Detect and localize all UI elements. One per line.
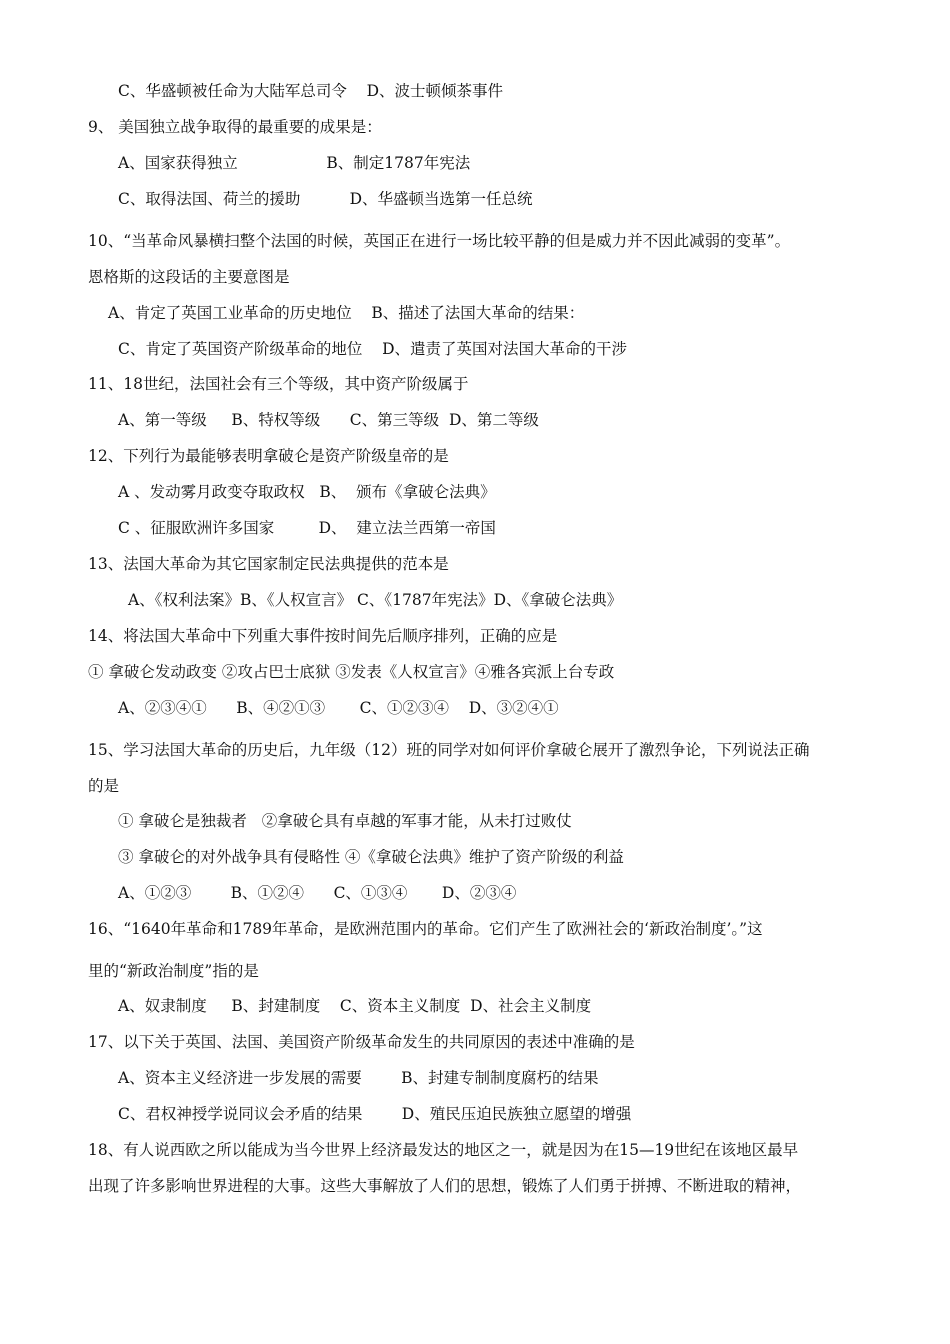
q18-stem: 18、有人说西欧之所以能成为当今世界上经济最发达的地区之一，就是因为在15—19世纪在该地区最早: [88, 1141, 799, 1159]
q9-stem: 9、 美国独立战争取得的最重要的成果是：: [88, 118, 382, 136]
q12-options-cd: C 、征服欧洲许多国家 D、 建立法兰西第一帝国: [118, 519, 496, 537]
q13-stem: 13、法国大革命为其它国家制定民法典提供的范本是: [88, 555, 449, 573]
q17-stem: 17、以下关于英国、法国、美国资产阶级革命发生的共同原因的表述中准确的是: [88, 1033, 635, 1051]
q16-options: A、奴隶制度 B、封建制度 C、资本主义制度 D、社会主义制度: [118, 997, 592, 1015]
q10-stem-cont: 恩格斯的这段话的主要意图是: [88, 268, 290, 286]
q14-options: A、②③④① B、④②①③ C、①②③④ D、③②④①: [118, 699, 559, 717]
q9-options-ab: A、国家获得独立 B、制定1787年宪法: [118, 154, 471, 172]
q8-options-cd: C、华盛顿被任命为大陆军总司令 D、波士顿倾茶事件: [118, 82, 503, 100]
q15-options: A、①②③ B、①②④ C、①③④ D、②③④: [118, 884, 517, 902]
q12-stem: 12、下列行为最能够表明拿破仑是资产阶级皇帝的是: [88, 447, 449, 465]
q13-options: A、《权利法案》B、《人权宣言》 C、《1787年宪法》D、《拿破仑法典》: [128, 591, 623, 609]
q10-options-ab: A、肯定了英国工业革命的历史地位 B、描述了法国大革命的结果：: [108, 304, 585, 322]
q10-stem: 10、“当革命风暴横扫整个法国的时候，英国正在进行一场比较平静的但是威力并不因此减弱的变革”。: [88, 232, 791, 250]
q15-statements-34: ③ 拿破仑的对外战争具有侵略性 ④《拿破仑法典》维护了资产阶级的利益: [118, 848, 624, 866]
q9-options-cd: C、取得法国、荷兰的援助 D、华盛顿当选第一任总统: [118, 190, 533, 208]
q12-options-ab: A 、发动雾月政变夺取政权 B、 颁布《拿破仑法典》: [118, 483, 496, 501]
q15-stem: 15、学习法国大革命的历史后，九年级（12）班的同学对如何评价拿破仑展开了激烈争论，下列说法正确: [88, 741, 810, 759]
q14-events: ① 拿破仑发动政变 ②攻占巴士底狱 ③发表《人权宣言》④雅各宾派上台专政: [88, 663, 615, 681]
q17-options-cd: C、君权神授学说同议会矛盾的结果 D、殖民压迫民族独立愿望的增强: [118, 1105, 632, 1123]
q16-stem-cont: 里的“新政治制度”指的是: [88, 962, 259, 980]
q16-stem: 16、“1640年革命和1789年革命，是欧洲范围内的革命。它们产生了欧洲社会的‘新政治制度’。”这: [88, 920, 763, 938]
q15-statements-12: ① 拿破仑是独裁者 ②拿破仑具有卓越的军事才能，从未打过败仗: [118, 812, 572, 830]
q14-stem: 14、将法国大革命中下列重大事件按时间先后顺序排列，正确的应是: [88, 627, 558, 645]
q11-options: A、第一等级 B、特权等级 C、第三等级 D、第二等级: [118, 411, 539, 429]
q10-options-cd: C、肯定了英国资产阶级革命的地位 D、遣责了英国对法国大革命的干涉: [118, 340, 627, 358]
q11-stem: 11、18世纪，法国社会有三个等级，其中资产阶级属于: [88, 375, 469, 393]
q18-stem-cont: 出现了许多影响世界进程的大事。这些大事解放了人们的思想，锻炼了人们勇于拼搏、不断进取的精神，: [88, 1177, 802, 1195]
q17-options-ab: A、资本主义经济进一步发展的需要 B、封建专制制度腐朽的结果: [118, 1069, 599, 1087]
q15-stem-cont: 的是: [88, 777, 120, 795]
